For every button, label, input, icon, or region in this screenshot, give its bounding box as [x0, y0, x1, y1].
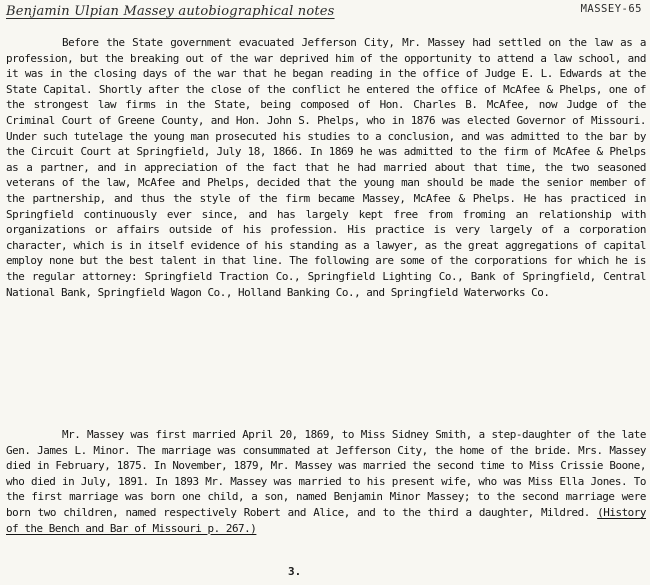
paragraph-career-text: Before the State government evacuated Jefferson City, Mr. Massey had settled on the law as a profession, but the breaking out of the war deprived him of the opportunity to attend a law school, and it was in the closing days of the war that he began reading in the office of Judge E. L. Edwards at the State Capital. Shortly after the close of the conflict he entered the office of McAfee & Phelps, one of the strongest law firms in the State, being composed of Hon. Charles B. McAfee, now Judge of the Criminal Court of Greene County, and Hon. John S. Phelps, who in 1876 was elected Governor of Missouri. Under such tutelage the young man prosecuted his studies to a conclusion, and was admitted to the bar by the Circuit Court at Springfield, July 18, 1866. In 1869 he was admitted to the firm of McAfee & Phelps as a partner, and in appreciation of the fact that he had married about that time, the two seasoned veterans of the law, McAfee and Phelps, decided that the young man should be made the senior member of the partnership, and thus the style of the firm became Massey, McAfee & Phelps. He has practiced in Springfield continuously ever since, and has largely kept free from froming an relationship with organizations or affairs outside of his profession. His practice is very largely of a corporation character, which is in itself evidence of his standing as a lawyer, as the great aggregations of capital employ none but the best talent in that line. The following are some of the corporations for which he is the regular attorney: Springfield Traction Co., Springfield Lighting Co., Bank of Springfield, Central National Bank, Springfield Wagon Co., Holland Banking Co., and Springfield Waterworks Co. [6, 36, 646, 299]
paragraph-marriages [6, 427, 646, 536]
citation: (History of the Bench and Bar of Missouri p. 267.) [6, 505, 646, 535]
page-number: 3. [288, 565, 302, 578]
handwritten-title: Benjamin Ulpian Massey autobiographical notes [6, 4, 335, 19]
page-tag: MASSEY-65 [580, 3, 642, 15]
paragraph-marriages-text: Mr. Massey was first married April 20, 1869, to Miss Sidney Smith, a step-daughter of the late Gen. James L. Minor. The marriage was consummated at Jefferson City, the home of the bride. Mrs. Massey died in February, 1875. In November, 1879, Mr. Massey was married the second time to Miss Crissie Boone, who died in July, 1891. In 1893 Mr. Massey was married to his present wife, who was Miss Ella Jones. To the first marriage was born one child, a son, named Benjamin Minor Massey; to the second marriage were born two children, named respectively Robert and Alice, and to the third a daughter, Mildred. [6, 428, 646, 519]
paragraph-career [6, 35, 646, 300]
